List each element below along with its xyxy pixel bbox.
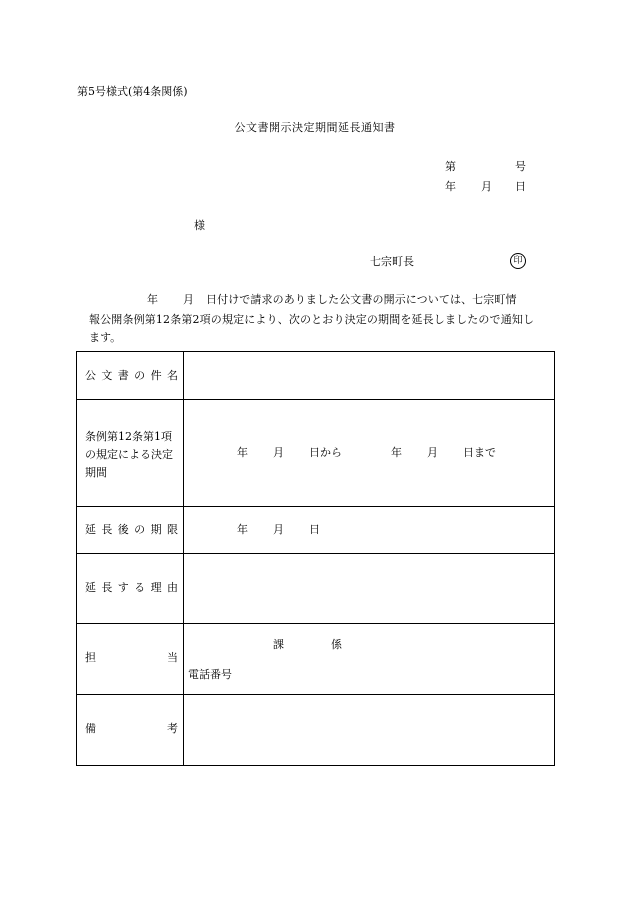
table-column-divider [183, 352, 184, 765]
body-year: 年 [147, 293, 158, 306]
document-title: 公文書開示決定期間延長通知書 [234, 121, 396, 134]
issue-date-day: 日 [515, 180, 526, 193]
label-extension-reason: 延 長 す る 理 由 [85, 581, 178, 594]
seal-mark: 印 [510, 253, 526, 269]
body-text-line2: 報公開条例第12条第2項の規定により、次のとおり決定の期間を延長しましたので通知し [89, 313, 535, 326]
section-ka: 課 [273, 638, 284, 651]
label-person-in-charge: 担 当 [85, 651, 178, 664]
form-number: 第5号様式(第4条関係) [77, 85, 188, 98]
row-divider [77, 506, 554, 507]
deadline-month: 月 [273, 523, 284, 536]
period-to-day: 日まで [463, 446, 496, 459]
issue-date-year: 年 [445, 180, 456, 193]
phone-number-label: 電話番号 [188, 668, 232, 681]
label-remarks: 備 考 [85, 722, 178, 735]
reference-dai: 第 [445, 160, 456, 173]
value-remarks[interactable] [185, 695, 553, 764]
form-table [76, 351, 555, 766]
row-divider [77, 623, 554, 624]
recipient-honorific: 様 [194, 219, 205, 232]
period-to-year: 年 [391, 446, 402, 459]
label-decision-period: 条例第12条第1項 の規定による決定 期間 [85, 430, 173, 479]
deadline-year: 年 [237, 523, 248, 536]
label-document-name: 公 文 書 の 件 名 [85, 369, 178, 382]
section-kakari: 係 [331, 638, 342, 651]
sender-name: 七宗町長 [370, 255, 414, 268]
reference-go: 号 [515, 160, 526, 173]
period-from-year: 年 [237, 446, 248, 459]
period-from-day: 日から [309, 446, 342, 459]
label-extended-deadline: 延 長 後 の 期 限 [85, 523, 178, 536]
body-month: 月 [183, 293, 194, 306]
issue-date-month: 月 [481, 180, 492, 193]
body-text-line3: ます。 [89, 331, 122, 344]
value-extension-reason[interactable] [185, 554, 553, 622]
period-from-month: 月 [273, 446, 284, 459]
period-to-month: 月 [427, 446, 438, 459]
deadline-day: 日 [309, 523, 320, 536]
body-text-line1: 日付けで請求のありました公文書の開示については、七宗町情 [206, 293, 517, 306]
